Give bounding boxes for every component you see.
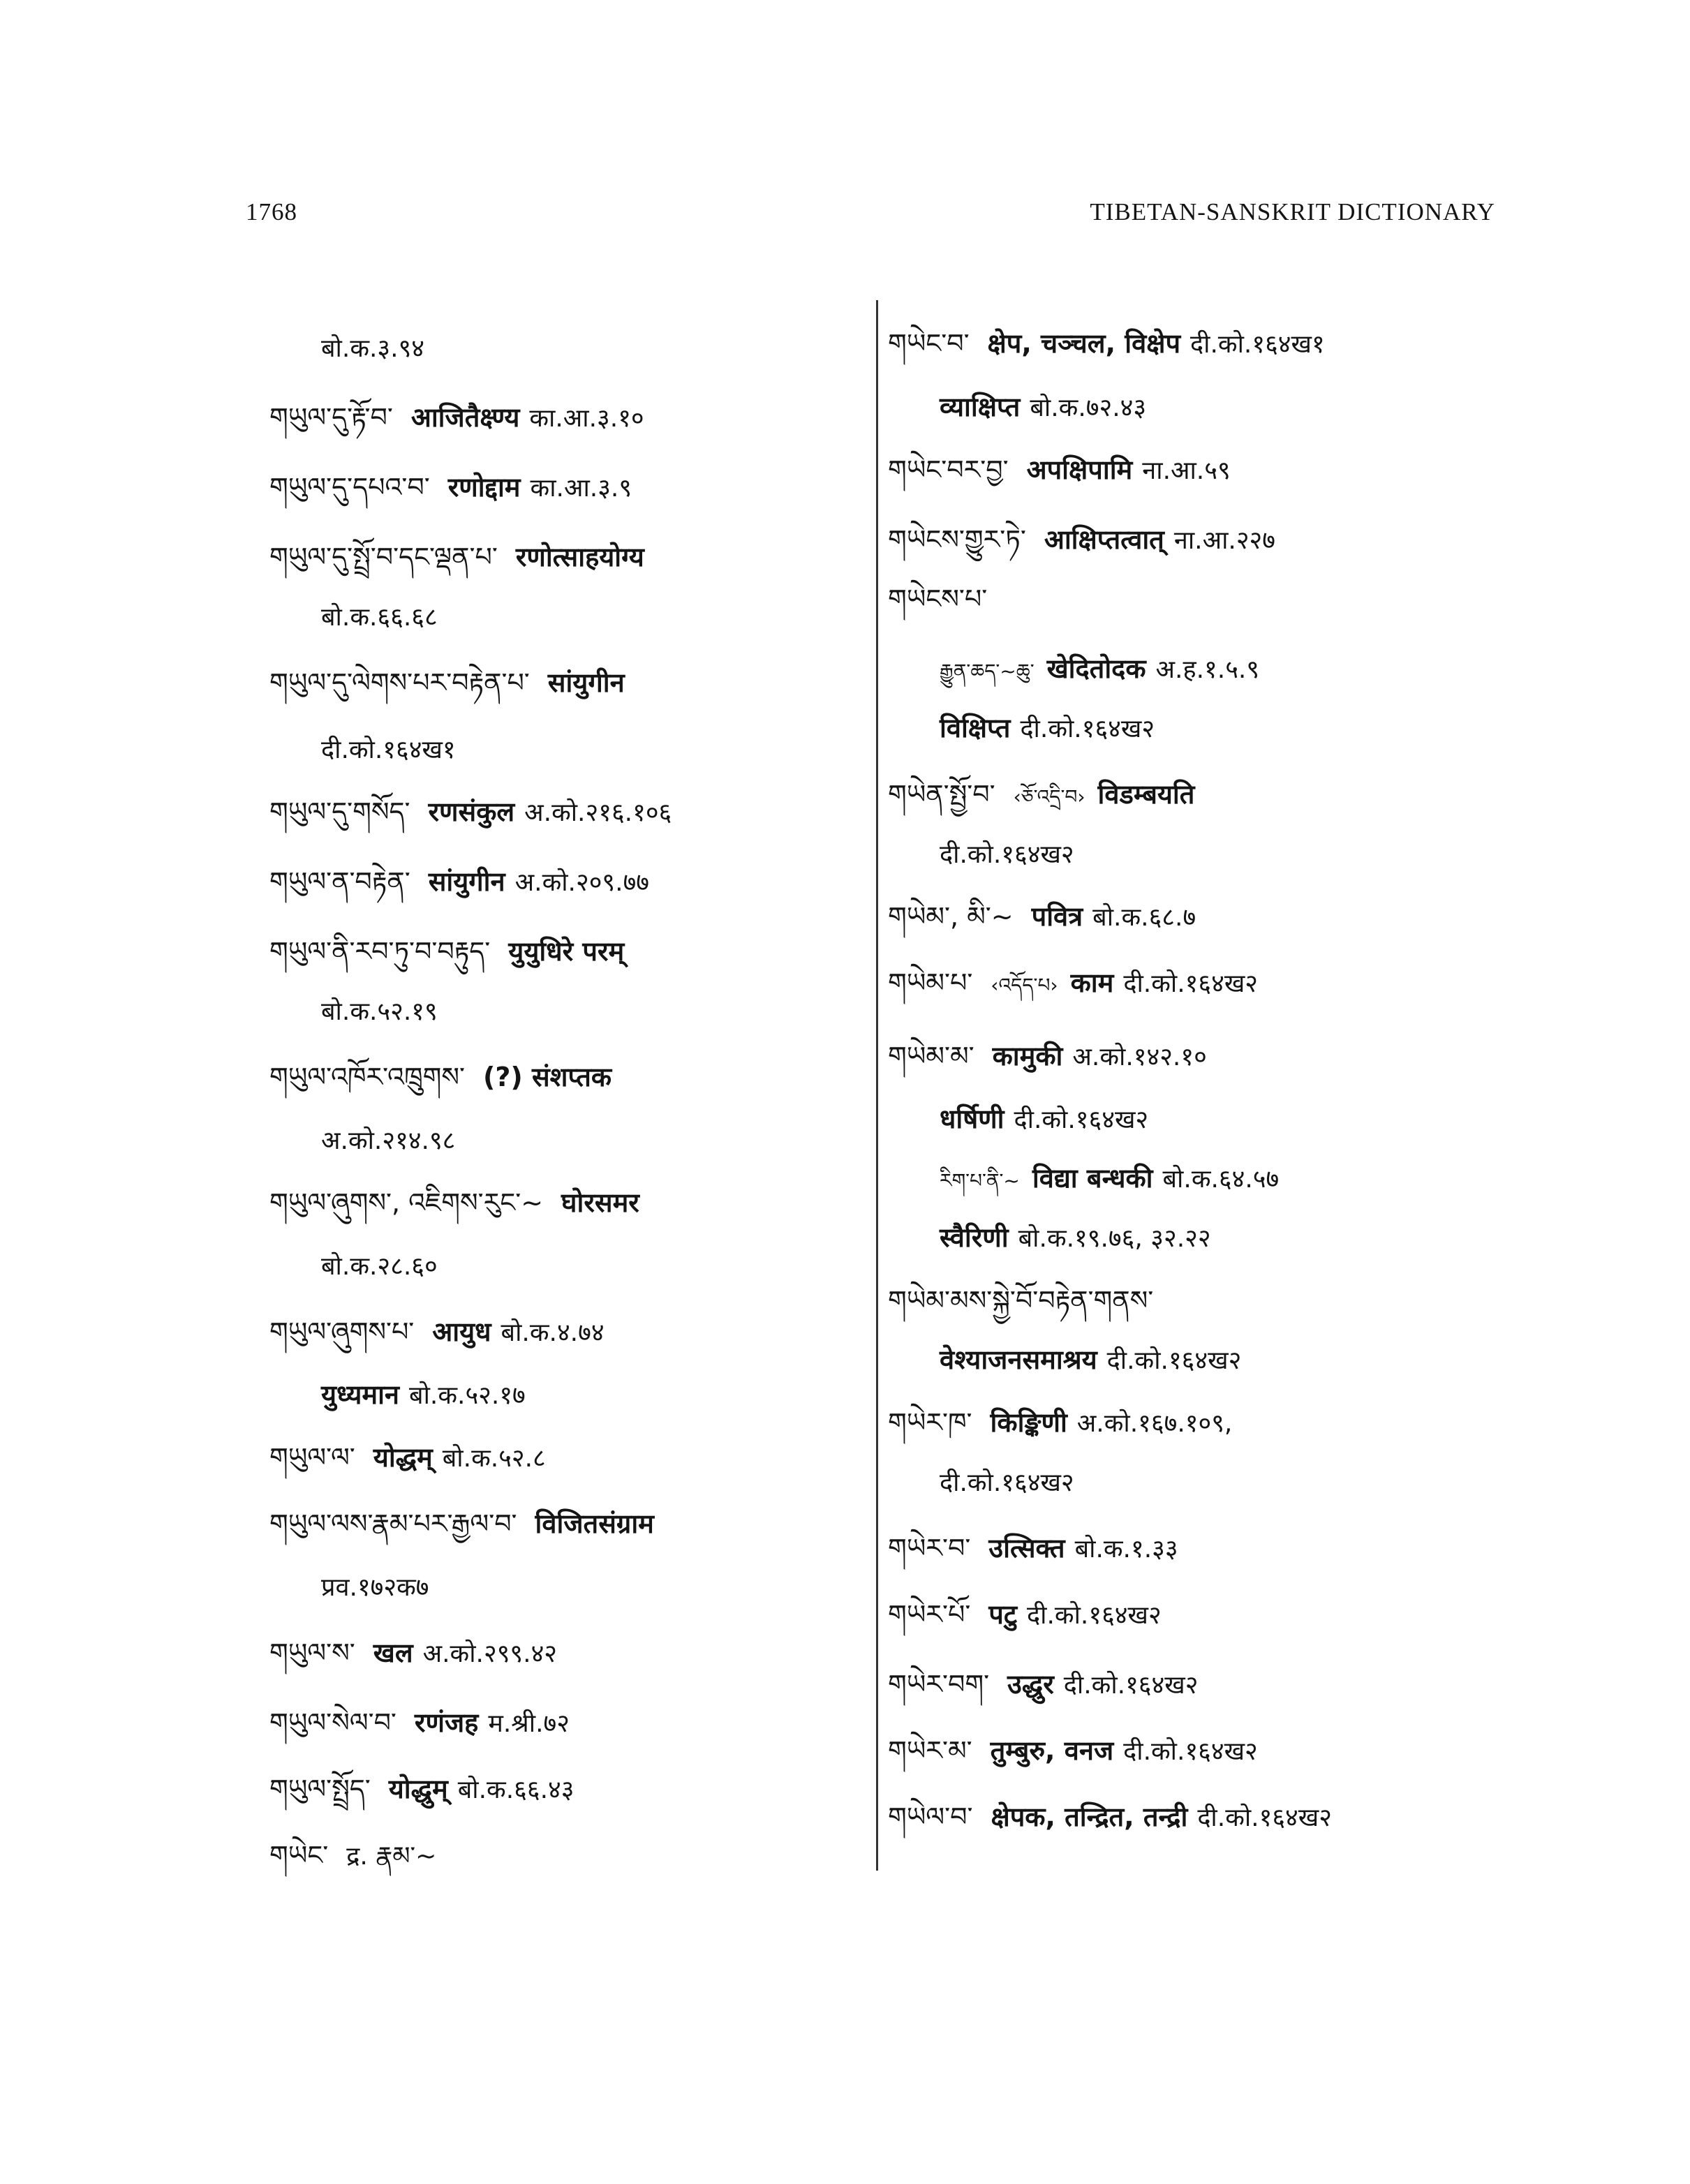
sanskrit-equivalent: काम: [1070, 967, 1114, 998]
source-reference: दी.को.१६४ख२: [1197, 1804, 1332, 1832]
dictionary-entry-line: [321, 1119, 455, 1161]
source-reference: बो.क.३.९४: [321, 334, 425, 363]
sanskrit-equivalent: स्वैरिणी: [940, 1222, 1009, 1253]
tibetan-headword: གཡུལ་ན་བརྟེན་: [269, 866, 410, 897]
dictionary-entry-line: [269, 536, 654, 578]
sanskrit-equivalent: वेश्याजनसमाश्रय: [940, 1344, 1097, 1375]
sanskrit-equivalent: सांयुगीन: [547, 667, 625, 698]
source-reference: ना.आ.५९: [1142, 456, 1231, 485]
dictionary-entry-line: [940, 1157, 1279, 1199]
source-reference: बो.क.२८.६०: [321, 1252, 438, 1281]
dictionary-entry-line: [940, 1098, 1148, 1140]
source-reference: दी.को.१६४ख२: [940, 840, 1074, 869]
tibetan-headword: གཡུལ་ས་: [269, 1637, 355, 1668]
source-reference: अ.को.२९९.४२: [422, 1640, 558, 1668]
sanskrit-equivalent: खेदितोदक: [1046, 653, 1146, 684]
sanskrit-equivalent: विडम्बयति: [1097, 779, 1195, 810]
sanskrit-equivalent: आजितैक्ष्ण्य: [410, 402, 520, 433]
tibetan-headword: གཡེང་བར་བྱ་: [888, 454, 1009, 485]
dictionary-entry-line: [888, 773, 1204, 815]
source-reference: दी.को.१६४ख२: [1123, 1737, 1258, 1766]
dictionary-entry-line: [269, 466, 632, 508]
tibetan-headword: གཡུལ་ནི་རབ་ཏུ་བ་བརྟུད་: [269, 936, 491, 967]
dictionary-entry-line: [940, 1217, 1211, 1258]
tibetan-headword: གཡུལ་ཞུགས་, འཇིགས་རུང་~: [269, 1187, 544, 1218]
source-reference: दी.को.१६४ख२: [1123, 970, 1258, 998]
source-reference: दी.को.१६४ख२: [940, 1469, 1074, 1497]
dictionary-entry-line: [888, 1796, 1332, 1838]
source-reference: बो.क.५२.१७: [409, 1381, 526, 1410]
dictionary-entry-line: [321, 728, 456, 770]
sanskrit-equivalent: पवित्र: [1031, 901, 1083, 932]
tibetan-headword: གཡེམ་པ་: [888, 967, 973, 998]
tibetan-headword: གཡུལ་དུ་སྤྲོ་བ་དང་ལྡན་པ་: [269, 542, 498, 572]
source-reference: बो.क.६६.४३: [457, 1776, 575, 1804]
dictionary-entry-line: [269, 1768, 574, 1810]
dictionary-entry-line: [940, 1339, 1241, 1381]
source-reference: दी.को.१६४ख२: [1014, 1106, 1149, 1134]
sanskrit-equivalent: युध्यमान: [321, 1379, 400, 1410]
source-reference: दी.को.१६४ख१: [321, 736, 456, 764]
sanskrit-equivalent: रणसंकुल: [428, 796, 515, 827]
source-reference: ना.आ.२२७: [1173, 526, 1275, 555]
sanskrit-equivalent: क्षेपक, तन्द्रित, तन्द्री: [991, 1802, 1188, 1832]
tibetan-headword: གཡུལ་དུ་རྟོ་བ་: [269, 402, 393, 433]
dictionary-entry-line: [321, 327, 424, 369]
tibetan-headword: གཡེལ་བ་: [888, 1802, 973, 1832]
dictionary-entry-line: [269, 791, 672, 833]
sanskrit-equivalent: तुम्बुरु, वनज: [990, 1735, 1114, 1766]
dictionary-entry-line: [269, 1632, 557, 1674]
source-reference: दी.को.१६४ख१: [1190, 330, 1325, 359]
dictionary-entry-line: [940, 1461, 1074, 1503]
tibetan-gloss: ‹འདོད་པ›: [991, 974, 1058, 997]
dictionary-entry-line: [269, 930, 634, 972]
sanskrit-equivalent: क्षेप, चञ्चल, विक्षेप: [987, 328, 1181, 359]
tibetan-headword: གཡེངས་གྱུར་ཏེ་: [888, 524, 1026, 555]
tibetan-headword: གཡུལ་སྤྲོད་: [269, 1774, 371, 1804]
sanskrit-equivalent: अपक्षिपामि: [1026, 454, 1133, 485]
tibetan-gloss: ‹ཅོ་འདྲི་བ›: [1013, 785, 1085, 808]
source-reference: बो.क.५२.१९: [321, 997, 438, 1026]
tibetan-headword: གཡུལ་སེལ་བ་: [269, 1707, 396, 1738]
tibetan-headword: གཡེམ་མ་: [888, 1041, 974, 1071]
source-reference: बो.क.६६.६८: [321, 603, 438, 632]
source-reference: अ.को.१६७.१०९,: [1076, 1409, 1233, 1438]
sanskrit-equivalent: योद्धम्: [373, 1442, 433, 1473]
source-reference: का.आ.३.९: [530, 474, 632, 503]
tibetan-headword: གཡེང་བ་: [888, 328, 970, 359]
tibetan-headword: གཡུལ་ལས་རྣམ་པར་རྒྱལ་བ་: [269, 1508, 517, 1539]
source-reference: म.श्री.७२: [488, 1709, 570, 1738]
source-reference: अ.को.१४२.१०: [1072, 1043, 1207, 1071]
tibetan-headword: གཡེན་སྤྱོ་བ་: [888, 779, 995, 810]
sanskrit-equivalent: उत्सिक्त: [988, 1533, 1065, 1563]
dictionary-entry-line: [888, 1730, 1258, 1771]
sanskrit-equivalent: व्याक्षिप्त: [940, 392, 1021, 422]
dictionary-entry-line: [888, 1527, 1178, 1569]
column-divider: [876, 300, 878, 1871]
source-reference: बो.क.४.७४: [501, 1318, 605, 1347]
dictionary-entry-line: [321, 1245, 438, 1286]
tibetan-headword: གཡེར་མ་: [888, 1735, 972, 1766]
dictionary-entry-line: [321, 990, 438, 1032]
page-header: [246, 198, 1495, 237]
dictionary-entry-line: [321, 1374, 526, 1416]
tibetan-headword: གཡེང་: [269, 1840, 329, 1871]
tibetan-headword: གཡེར་ཁ་: [888, 1407, 972, 1438]
source-reference: बो.क.६४.५७: [1162, 1165, 1280, 1194]
tibetan-headword: གཡུལ་འཁོར་འཁྲུགས་: [269, 1062, 465, 1092]
tibetan-headword: གཡུལ་དུ་ལེགས་པར་བརྟེན་པ་: [269, 667, 530, 698]
source-reference: बो.क.५२.८: [442, 1444, 546, 1473]
tibetan-headword: གཡུལ་དུ་དཔའ་བ་: [269, 472, 430, 503]
tibetan-headword: གཡུལ་ཞུགས་པ་: [269, 1316, 415, 1347]
tibetan-subentry: རྒྱུན་ཆད་~ཆུ་: [940, 660, 1035, 683]
dictionary-entry-line: [269, 861, 649, 902]
dictionary-entry-line: [940, 648, 1259, 690]
sanskrit-equivalent: सांयुगीन: [428, 866, 505, 897]
dictionary-entry-line: [269, 1702, 570, 1744]
source-reference: दी.को.१६४ख२: [1020, 715, 1155, 743]
sanskrit-equivalent: विद्या बन्धकी: [1032, 1163, 1153, 1194]
dictionary-entry-line: [888, 1035, 1207, 1077]
sanskrit-equivalent: आक्षिप्तत्वात्: [1044, 524, 1164, 555]
tibetan-headword: གཡེར་བག་: [888, 1669, 990, 1700]
sanskrit-equivalent: आयुध: [432, 1316, 491, 1347]
dictionary-entry-line: [888, 1594, 1162, 1635]
dictionary-entry-line: [321, 595, 438, 637]
dictionary-entry-line: [269, 1503, 664, 1545]
dictionary-entry-line: [321, 1566, 429, 1607]
tibetan-subentry: རིག་པ་ནི་~: [940, 1169, 1020, 1192]
sanskrit-equivalent: पटु: [988, 1599, 1018, 1630]
dictionary-entry-line: [888, 578, 1005, 620]
dictionary-entry-line: [888, 1402, 1232, 1443]
dictionary-entry-line: [269, 1056, 621, 1098]
source-reference: बो.क.१.३३: [1074, 1535, 1178, 1563]
dictionary-entry-line: [888, 1279, 1171, 1321]
dictionary-entry-line: [269, 1182, 649, 1224]
dictionary-entry-line: [940, 386, 1146, 428]
source-reference: बो.क.६८.७: [1092, 903, 1196, 932]
dictionary-entry-line: [269, 662, 635, 704]
tibetan-headword: གཡེར་པོ་: [888, 1599, 971, 1630]
sanskrit-equivalent: उद्धुर: [1007, 1669, 1054, 1700]
tibetan-headword: གཡེར་བ་: [888, 1533, 971, 1563]
source-reference: दी.को.१६४ख२: [1027, 1601, 1162, 1630]
tibetan-headword: གཡུལ་ལ་: [269, 1442, 355, 1473]
sanskrit-equivalent: विक्षिप्त: [940, 713, 1011, 743]
sanskrit-equivalent: कामुकी: [992, 1041, 1063, 1071]
running-head: TIBETAN-SANSKRIT DICTIONARY: [1090, 198, 1495, 225]
tibetan-headword: གཡུལ་དུ་གསོད་: [269, 796, 410, 827]
source-reference: का.आ.३.१०: [529, 404, 644, 433]
page-number: 1768: [246, 198, 297, 225]
dictionary-entry-line: [888, 896, 1196, 937]
dictionary-entry-line: [888, 449, 1231, 491]
source-reference: बो.क.१९.७६, ३२.२२: [1018, 1224, 1211, 1253]
dictionary-entry-line: [888, 1663, 1198, 1705]
source-reference: अ.को.२१४.९८: [321, 1127, 456, 1155]
sanskrit-equivalent: रणंजह: [414, 1707, 479, 1738]
source-reference: प्रव.१७२क७: [321, 1573, 429, 1602]
dictionary-entry-line: [888, 962, 1258, 1004]
dictionary-entry-line: [940, 707, 1155, 749]
sanskrit-equivalent: (?) संशप्तक: [482, 1062, 612, 1092]
tibetan-headword: གཡེམ་, མི་~: [888, 901, 1014, 932]
dictionary-entry-line: [888, 322, 1325, 364]
sanskrit-equivalent: रणोद्दाम: [447, 472, 521, 503]
source-reference: अ.ह.१.५.९: [1155, 655, 1260, 684]
dictionary-entry-line: [269, 1311, 605, 1353]
sanskrit-equivalent: धर्षिणी: [940, 1104, 1005, 1134]
sanskrit-equivalent: किङ्किणी: [990, 1407, 1067, 1438]
source-reference: द्र. རྣམ་~: [346, 1842, 437, 1871]
source-reference: अ.को.२१६.१०६: [524, 798, 672, 827]
tibetan-headword: གཡེམ་མས་སྐྱེ་བོ་བརྟེན་གནས་: [888, 1285, 1154, 1316]
sanskrit-equivalent: योद्धुम्: [388, 1774, 448, 1804]
tibetan-headword: གཡེངས་པ་: [888, 584, 988, 614]
dictionary-entry-line: [888, 519, 1275, 560]
source-reference: बो.क.७२.४३: [1030, 394, 1147, 422]
sanskrit-equivalent: विजितसंग्राम: [535, 1508, 654, 1539]
dictionary-entry-line: [940, 833, 1074, 875]
sanskrit-equivalent: खल: [373, 1637, 413, 1668]
source-reference: दी.को.१६४ख२: [1106, 1346, 1242, 1375]
sanskrit-equivalent: रणोत्साहयोग्य: [515, 542, 644, 572]
source-reference: दी.को.१६४ख२: [1063, 1671, 1199, 1700]
sanskrit-equivalent: युयुधिरे परम्: [508, 936, 625, 967]
sanskrit-equivalent: घोरसमर: [561, 1187, 639, 1218]
dictionary-entry-line: [269, 1436, 546, 1478]
dictionary-entry-line: [269, 1834, 436, 1876]
dictionary-entry-line: [269, 396, 644, 438]
source-reference: अ.को.२०९.७७: [514, 868, 650, 897]
